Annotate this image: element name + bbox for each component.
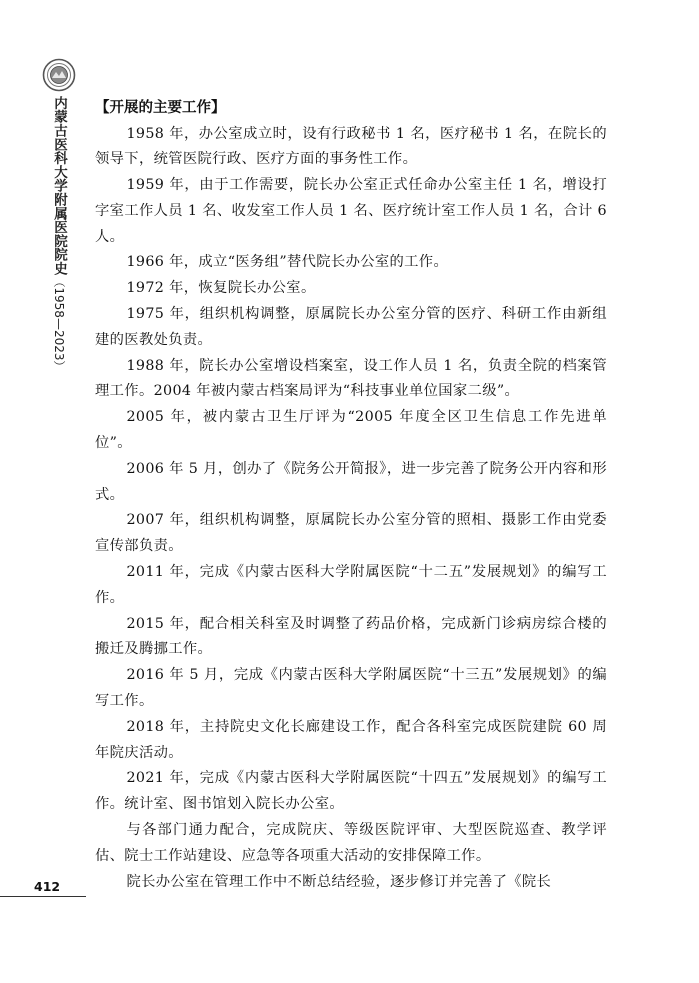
- page-number: 412: [34, 879, 61, 894]
- paragraph: 2016 年 5 月，完成《内蒙古医科大学附属医院“十三五”发展规划》的编写工作。: [95, 667, 607, 710]
- paragraph: 2005 年，被内蒙古卫生厅评为“2005 年度全区卫生信息工作先进单位”。: [95, 409, 607, 452]
- hospital-logo-icon: [42, 58, 76, 92]
- paragraph: 2011 年，完成《内蒙古医科大学附属医院“十二五”发展规划》的编写工作。: [95, 564, 607, 606]
- paragraph: 2015 年，配合相关科室及时调整了药品价格，完成新门诊病房综合楼的搬迁及腾挪工作。: [95, 615, 607, 658]
- paragraph: 2006 年 5 月，创办了《院务公开简报》，进一步完善了院务公开内容和形式。: [95, 460, 607, 503]
- book-years: （1958—2023）: [52, 275, 66, 373]
- paragraph: 1966 年，成立“医务组”替代院长办公室的工作。: [126, 254, 449, 271]
- paragraph: 2007 年，组织机构调整，原属院长办公室分管的照相、摄影工作由党委宣传部负责。: [95, 512, 607, 555]
- paragraph: 1959 年，由于工作需要，院长办公室正式任命办公室主任 1 名，增设打字室工作人员 1 名、收发室工作人员 1 名、医疗统计室工作人员 1 名，合计 6 人。: [95, 177, 607, 245]
- paragraph: 1988 年，院长办公室增设档案室，设工作人员 1 名，负责全院的档案管理工作。2004 年被内蒙古档案局评为“科技事业单位国家二级”。: [95, 357, 607, 400]
- main-text: [95, 96, 607, 895]
- paragraph: 2018 年，主持院史文化长廊建设工作，配合各科室完成医院建院 60 周年院庆活动。: [95, 718, 607, 761]
- section-heading: 【开展的主要工作】: [95, 100, 226, 116]
- paragraph: 2021 年，完成《内蒙古医科大学附属医院“十四五”发展规划》的编写工作。统计室、图书馆划入院长办公室。: [95, 770, 607, 813]
- paragraph: 与各部门通力配合，完成院庆、等级医院评审、大型医院巡查、教学评估、院士工作站建设、应急等各项重大活动的安排保障工作。: [95, 822, 607, 864]
- book-title-vertical: [45, 96, 73, 372]
- paragraph: 1958 年，办公室成立时，设有行政秘书 1 名，医疗秘书 1 名，在院长的领导下，统管医院行政、医疗方面的事务性工作。: [95, 125, 607, 168]
- paragraph: 1975 年，组织机构调整，原属院长办公室分管的医疗、科研工作由新组建的医教处负责。: [95, 306, 607, 348]
- side-column: [0, 0, 92, 983]
- book-title: 内蒙古医科大学附属医院院史: [51, 96, 67, 276]
- paragraph: 院长办公室在管理工作中不断总结经验，逐步修订并完善了《院长: [126, 873, 552, 890]
- page-number-rule: [0, 896, 86, 897]
- paragraph: 1972 年，恢复院长办公室。: [126, 280, 316, 297]
